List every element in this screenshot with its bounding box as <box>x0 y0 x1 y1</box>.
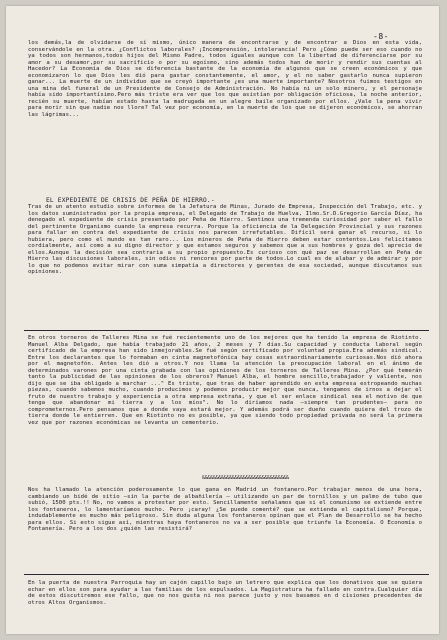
section-heading: EL EXPEDIENTE DE CRISIS DE PEÑA DE HIERRO.- <box>46 197 215 204</box>
section-intro-text: los demás,la de olvidarse de sí mismo, único manera de encontrarse y de encontrar a Dios en esta vida, conservándole en la otra. ¿Conflictos laborales? ¡Incomprensión, intolerancia! Pero ¿Cómo puede ser eso cuando no ya todos son hermanos,todos hijos del Mismo Padre, todos iguales aunque con la libertad de diferenciarse por su amor a su desamor,por su sacrificio o por su egoísmo, sino además todos han de morir y rendir sus cuentas al Hacedor? La Economía de Dios se diferencia bastante de la economía de algunos que se creen económicos y que economizaron lo que Dios les dió para gastar constantemente, el amor, y el no saber gastarlo nunca supieron ganar... La muerte de un individuo que se creyó importante ¿es una muerte importante? Nosotros fuimos testigos en una mina del funeral de un Presidente de Consejo de Administración. No había ni un solo minero, y el personaje había sido importantísimo.Pero más triste era ver que los que asistían por obligación oficiosa, la noche anterior, recién su muerte, habían estado hasta la madrugada en un alegre baile organizado por ellos. ¿Vale la pena vivir para morir sin que nadie nos llore? Tal vez por economía, en la muerte de los que se dijeron económicos, se ahorran las lágrimas... <box>28 40 422 118</box>
section-parroquia-text: En la puerta de nuestra Parroquia hay un cajón capillo bajo un letrero que explica que los donativos que se quiera echar en ellos son para ayudar a las familias de los expulsados. La Magistratura ha fallado en contra.Cualquier día de estos discutiremos ese fallo, que no nos gusta ni nos parece justo y nos basamos en d cisiones precedentes de otros Altos Organismos. <box>28 580 422 606</box>
page-number: -8- <box>373 32 389 41</box>
separator-dots: &&&&&&&&&&&&&&&&&&&&&&&&&&&&&&&& <box>202 475 289 481</box>
divider-line <box>24 574 429 575</box>
document-page <box>6 6 439 634</box>
section-fontanero-text: Nos ha llamado la atención poderosamente lo que gana en Madrid un fontanero.Por trabajar menos de una hora, cambiando un bidé de sitio —sin la parte de albañilería — utilizando un par de tornillos y un palmo de tubo que subió, 1500 pts.!! No, no vamos a protestar por esto. Sencillamente señalamos que si el comunismo se extiende entre los fontaneros, lo lamentaríamos mucho. Pero ¡caray! ¿Se puede comenté? que se extienda el capitalismo? Porque, indudablemente es mucho más peligroso. Sin duda alguna los fontaneros opinan que el Plan de Desarrollo se ha hecho para ellos. Si esto sigue así, mientras haya fontaneros no va a ser posible que triunfe la Economía. O Economía o Fontanería. Pero a los dos ¿quién las resistirá? <box>28 487 422 532</box>
section-pena-de-hierro-text: Tras de un atento estudio sobre informes de la Jefatura de Minas, Jurado de Empresa, Inspección del Trabajo, etc. y los datos suministrados por la propia empresa, el Delegado de Trabajo de Huelva, Ilmo.Sr.D.Gregorio García Díez, ha denegado el expediente de crisis presentado por Peña de Hierro. Sentimos una tremenda curiosidad por saber el fallo del pertinente Organismo cuando la empresa recurra. Porque la oficiencia de la Delegación Provincial y sus razones para fallar en contra del expediente de crisis nos parecen irrefutables. Difícil será ganar el recurso, si lo hubiera, pero como el mundo es tan raro... Los mineros de Peña de Hierro deben estar contentos.Les felicitamos cordialmente, así como a su digno director y que estamos seguros y sabemos que a sus hombres y goza del aprecio de ellos.Aunque la decisión sea contraria a su propio propuesto.Es curioso con qué paz se desarrollan en Peña de Hierro las discusiones laborales, sin odios ni rencores por parte de todos.Lo cual es de alabar y de admirar y por lo que no podemos evitar mirar con suma simpatía a directores y gerentes de esa sociedad, aunque discutamos sus opiniones. <box>28 204 422 275</box>
divider-line <box>24 330 429 331</box>
section-talleres-mina-text: En otros torneros de Talleres Mina se fué recientemente uno de los mejores que ha tenido la empresa de Riotinto. Manuel Alba Delgado, que había trabajado 21 años, 2 meses y 7 días.Su capacidad y conducta laboral según certificado de la empresa han sido inmejorables.Se fué según certificado por voluntad propia.Era además sindical. Entre los declarantes que lo formaban en cinta magnetofónica hay cosas extraordinariamente curiosas.Nos dió ahora por el magnetofón. Antes les dió a otros.Y nos llama la atención la preocupación laboral en el ánimo de determinados varones por una cinta grabada con las opiniones de los torneros de Talleres Mina. ¿Por qué temerán tanto la publicidad de las opiniones de los obreros? Manuel Alba, el hombre sencillo,trabajador y valiente, nos dijo que se iba obligado a marchar ..." Es triste, que tras de haber aprendido en esta empresa estropeando muchas piezas, cuando sabemos mucho, cuando producimos y podemos producir mejor que nunca, tengamos de irnos a dejar el fruto de nuestro trabajo y experiencia a otra empresa extraña, y que el ser enlace sindical sea el motivo de que tenga que abandonar mi tierra y a los míos". No lo diríamos nada —siempre tan prudentes— para no comprometernos.Pero pensamos que a donde vaya estará mejor. Y además podrá ser dueño cuando quiera del trozo de tierra donde le entierren. Que en Riotinto no es posible, ya que siendo todo propiedad privada no será la primera vez que por razones económicas se levanta un cementerio. <box>28 335 422 426</box>
